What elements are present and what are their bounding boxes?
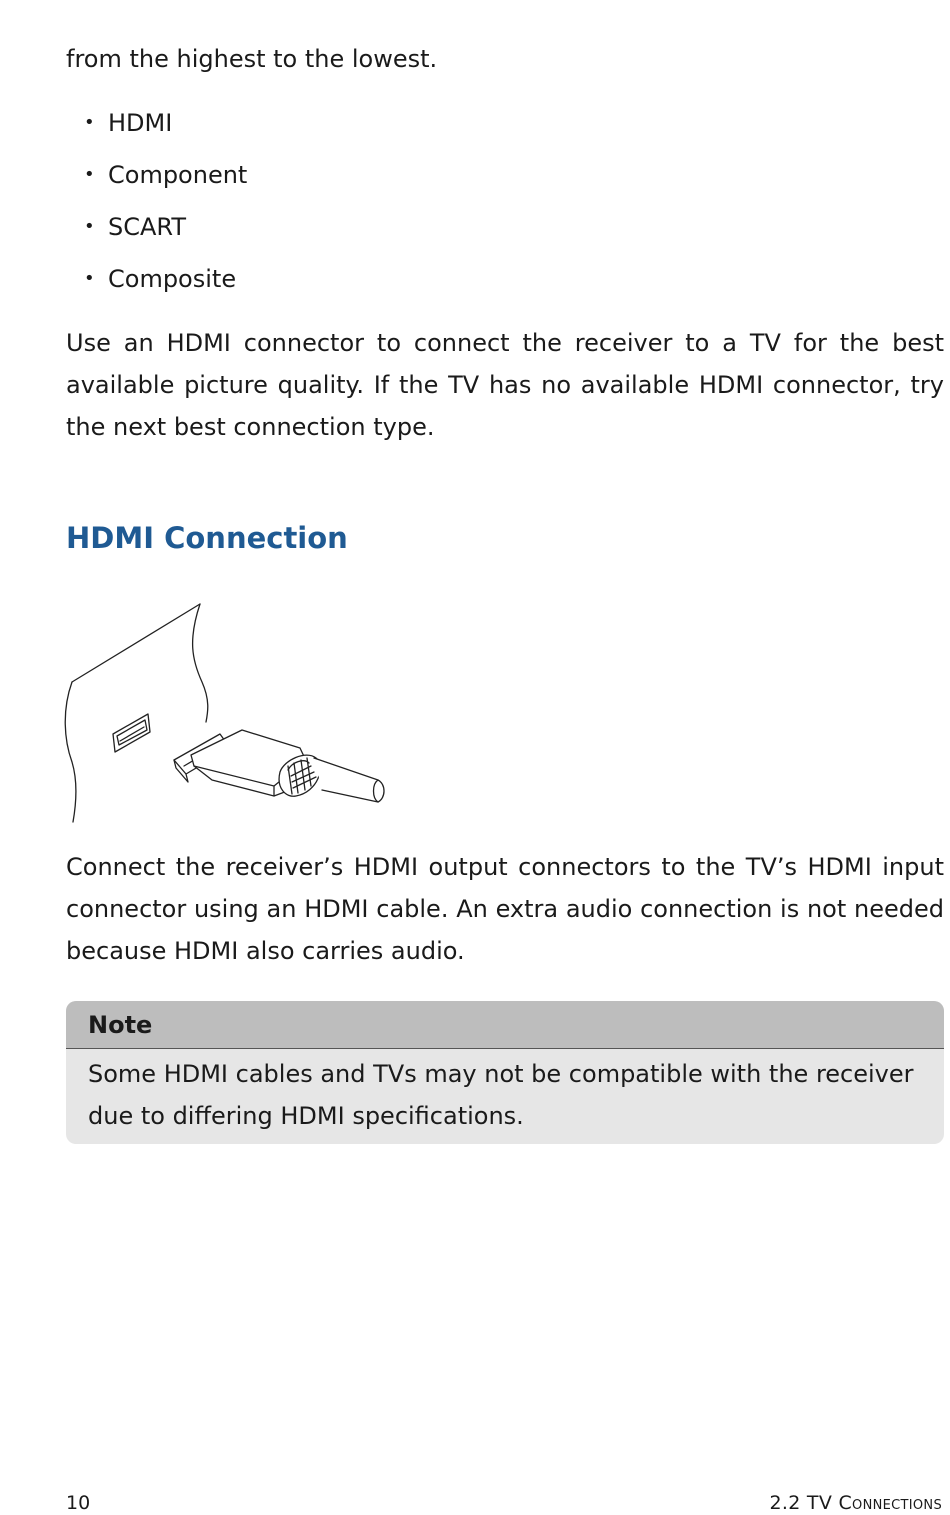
footer-section-title: 2.2 TV Connections <box>769 1492 942 1514</box>
connection-type-list <box>84 102 247 310</box>
hdmi-cable-illustration <box>60 600 400 830</box>
intro-paragraph: Use an HDMI connector to connect the receiver to a TV for the best available picture quality. If the TV has no available HDMI connector, try the next best connection type. <box>66 329 944 441</box>
note-box <box>66 1001 944 1144</box>
list-item <box>84 102 247 154</box>
hdmi-port-icon <box>113 714 150 752</box>
list-item-label: Composite <box>108 265 237 293</box>
note-title: Note <box>66 1001 944 1049</box>
bullet-glyph: • <box>84 112 95 133</box>
list-item <box>84 258 247 310</box>
list-item-label: SCART <box>108 213 186 241</box>
tv-edge-outline <box>72 604 200 682</box>
list-item-label: Component <box>108 161 248 189</box>
note-body: Some HDMI cables and TVs may not be compatible with the receiver due to differing HDMI specifications. <box>88 1060 914 1130</box>
list-item-label: HDMI <box>108 109 173 137</box>
intro-line: from the highest to the lowest. <box>66 45 438 73</box>
bullet-glyph: • <box>84 268 95 289</box>
list-item <box>84 154 247 206</box>
bullet-glyph: • <box>84 216 95 237</box>
page-number: 10 <box>66 1492 91 1514</box>
bullet-glyph: • <box>84 164 95 185</box>
hdmi-connection-paragraph: Connect the receiver’s HDMI output connectors to the TV’s HDMI input connector using an HDMI cable. An extra audio connection is not needed because HDMI also carries audio. <box>66 853 944 965</box>
tv-edge-outline <box>65 682 76 822</box>
hdmi-plug-icon <box>174 730 384 802</box>
section-heading: HDMI Connection <box>66 521 348 555</box>
tv-edge-outline <box>193 604 208 722</box>
list-item <box>84 206 247 258</box>
